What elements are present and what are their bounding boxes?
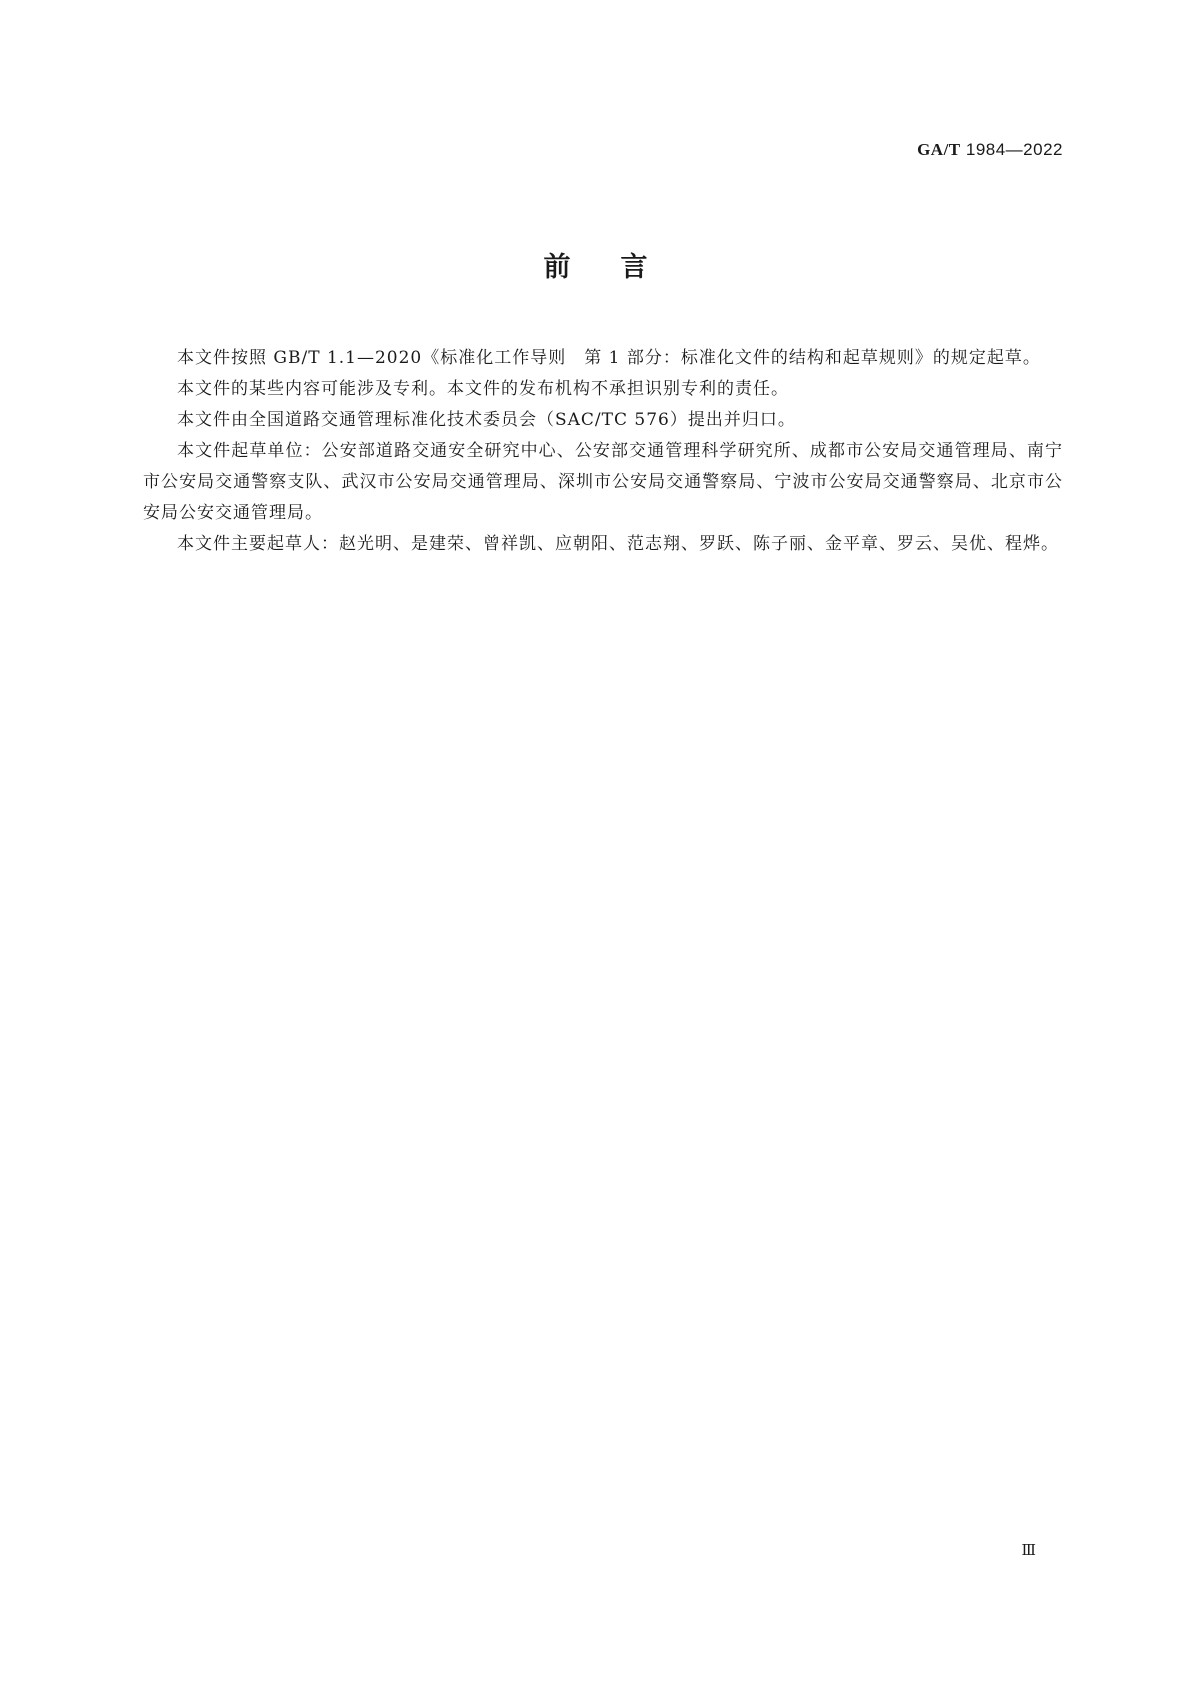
paragraph-committee: 本文件由全国道路交通管理标准化技术委员会（SAC/TC 576）提出并归口。 — [177, 410, 796, 430]
paragraph-patent-notice: 本文件的某些内容可能涉及专利。本文件的发布机构不承担识别专利的责任。 — [177, 379, 789, 399]
preface-body — [143, 343, 1063, 560]
standard-code-number: 1984—2022 — [965, 140, 1063, 159]
page-title: 前言 — [543, 252, 698, 283]
paragraph-drafters: 本文件主要起草人：赵光明、是建荣、曾祥凯、应朝阳、范志翔、罗跃、陈子丽、金平章、罗云、吴优、程烨。 — [177, 534, 1059, 554]
paragraph-drafting-rules: 本文件按照 GB/T 1.1—2020《标准化工作导则 第 1 部分：标准化文件的结构和起草规则》的规定起草。 — [177, 348, 1041, 368]
page-number: Ⅲ — [1021, 1543, 1036, 1559]
standard-code — [917, 140, 1063, 160]
paragraph-drafting-units: 本文件起草单位：公安部道路交通安全研究中心、公安部交通管理科学研究所、成都市公安局交通管理局、南宁市公安局交通警察支队、武汉市公安局交通管理局、深圳市公安局交通警察局、宁波市公安局交通警察局、北京市公安局公安交通管理局。 — [143, 441, 1063, 523]
standard-code-prefix: GA/T — [917, 140, 961, 159]
